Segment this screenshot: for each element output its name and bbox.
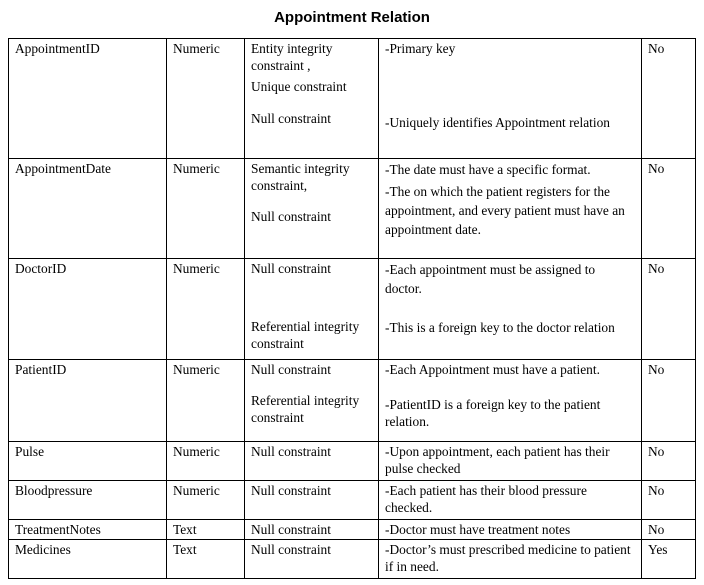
attribute-type: Numeric xyxy=(173,161,220,176)
table-row xyxy=(9,159,696,259)
type-cell xyxy=(167,442,245,481)
description-text: -Primary key xyxy=(385,41,456,56)
attribute-cell xyxy=(9,442,167,481)
description-text: -Each Appointment must have a patient. xyxy=(385,362,600,377)
attribute-name: Pulse xyxy=(15,444,45,459)
description-text: -Uniquely identifies Appointment relation xyxy=(385,115,610,130)
constraint-cell xyxy=(245,39,379,159)
constraint-text: Null constraint xyxy=(251,483,331,498)
constraint-cell xyxy=(245,442,379,481)
description-text: -Upon appointment, each patient has their pulse checked xyxy=(385,444,610,476)
attribute-type: Numeric xyxy=(173,41,220,56)
nullable-cell xyxy=(642,259,696,360)
table-row xyxy=(9,481,696,520)
type-cell xyxy=(167,39,245,159)
nullable-value: Yes xyxy=(648,542,668,557)
attribute-type: Numeric xyxy=(173,362,220,377)
nullable-cell xyxy=(642,159,696,259)
nullable-value: No xyxy=(648,161,665,176)
description-cell xyxy=(379,259,642,360)
constraint-text: Null constraint xyxy=(251,444,331,459)
description-text: -Each appointment must be assigned to doctor. xyxy=(385,262,596,296)
nullable-value: No xyxy=(648,261,665,276)
type-cell xyxy=(167,540,245,579)
description-cell xyxy=(379,442,642,481)
nullable-cell xyxy=(642,39,696,159)
constraint-text: Null constraint xyxy=(251,542,331,557)
type-cell xyxy=(167,481,245,520)
constraint-cell xyxy=(245,259,379,360)
constraint-cell xyxy=(245,520,379,540)
description-cell xyxy=(379,540,642,579)
constraint-cell xyxy=(245,481,379,520)
attribute-name: PatientID xyxy=(15,362,67,377)
description-text: -The date must have a specific format. xyxy=(385,162,591,177)
table-row xyxy=(9,39,696,159)
attribute-cell xyxy=(9,540,167,579)
description-text: -Each patient has their blood pressure checked. xyxy=(385,483,587,515)
attribute-name: Bloodpressure xyxy=(15,483,93,498)
constraint-text: Null constraint xyxy=(251,111,331,126)
nullable-value: No xyxy=(648,522,665,537)
nullable-cell xyxy=(642,481,696,520)
description-cell xyxy=(379,481,642,520)
attribute-name: TreatmentNotes xyxy=(15,522,101,537)
appointment-relation-table xyxy=(8,38,696,579)
attribute-type: Numeric xyxy=(173,261,220,276)
attribute-cell xyxy=(9,481,167,520)
description-text: -The on which the patient registers for the appointment, and every patient must have an appointment date. xyxy=(385,184,625,237)
attribute-cell xyxy=(9,159,167,259)
nullable-value: No xyxy=(648,41,665,56)
type-cell xyxy=(167,360,245,442)
type-cell xyxy=(167,259,245,360)
type-cell xyxy=(167,520,245,540)
constraint-text: Null constraint xyxy=(251,209,331,224)
attribute-cell xyxy=(9,259,167,360)
description-text: -Doctor must have treatment notes xyxy=(385,522,571,537)
constraint-text: Referential integrity constraint xyxy=(251,319,360,351)
constraint-cell xyxy=(245,540,379,579)
attribute-cell xyxy=(9,39,167,159)
type-cell xyxy=(167,159,245,259)
table-row xyxy=(9,442,696,481)
nullable-cell xyxy=(642,540,696,579)
attribute-name: AppointmentDate xyxy=(15,161,111,176)
constraint-text: Null constraint xyxy=(251,362,331,377)
attribute-type: Numeric xyxy=(173,483,220,498)
attribute-cell xyxy=(9,520,167,540)
attribute-name: AppointmentID xyxy=(15,41,100,56)
constraint-text: Referential integrity constraint xyxy=(251,393,360,425)
description-cell xyxy=(379,520,642,540)
constraint-cell xyxy=(245,360,379,442)
table-row xyxy=(9,540,696,579)
description-text: -This is a foreign key to the doctor relation xyxy=(385,320,615,335)
table-row xyxy=(9,520,696,540)
nullable-cell xyxy=(642,360,696,442)
description-cell xyxy=(379,360,642,442)
table-row xyxy=(9,360,696,442)
attribute-type: Text xyxy=(173,522,197,537)
attribute-name: Medicines xyxy=(15,542,71,557)
attribute-name: DoctorID xyxy=(15,261,67,276)
nullable-cell xyxy=(642,442,696,481)
description-cell xyxy=(379,159,642,259)
nullable-value: No xyxy=(648,444,665,459)
attribute-cell xyxy=(9,360,167,442)
constraint-text: Entity integrity constraint , xyxy=(251,41,333,73)
constraint-text: Null constraint xyxy=(251,522,331,537)
page-title: Appointment Relation xyxy=(274,9,430,26)
description-text: -PatientID is a foreign key to the patient relation. xyxy=(385,397,601,429)
nullable-value: No xyxy=(648,362,665,377)
attribute-type: Numeric xyxy=(173,444,220,459)
constraint-text: Unique constraint xyxy=(251,79,347,94)
constraint-text: Null constraint xyxy=(251,261,331,276)
nullable-cell xyxy=(642,520,696,540)
constraint-cell xyxy=(245,159,379,259)
table-row xyxy=(9,259,696,360)
description-cell xyxy=(379,39,642,159)
description-text: -Doctor’s must prescribed medicine to patient if in need. xyxy=(385,542,631,574)
constraint-text: Semantic integrity constraint, xyxy=(251,161,350,193)
nullable-value: No xyxy=(648,483,665,498)
attribute-type: Text xyxy=(173,542,197,557)
